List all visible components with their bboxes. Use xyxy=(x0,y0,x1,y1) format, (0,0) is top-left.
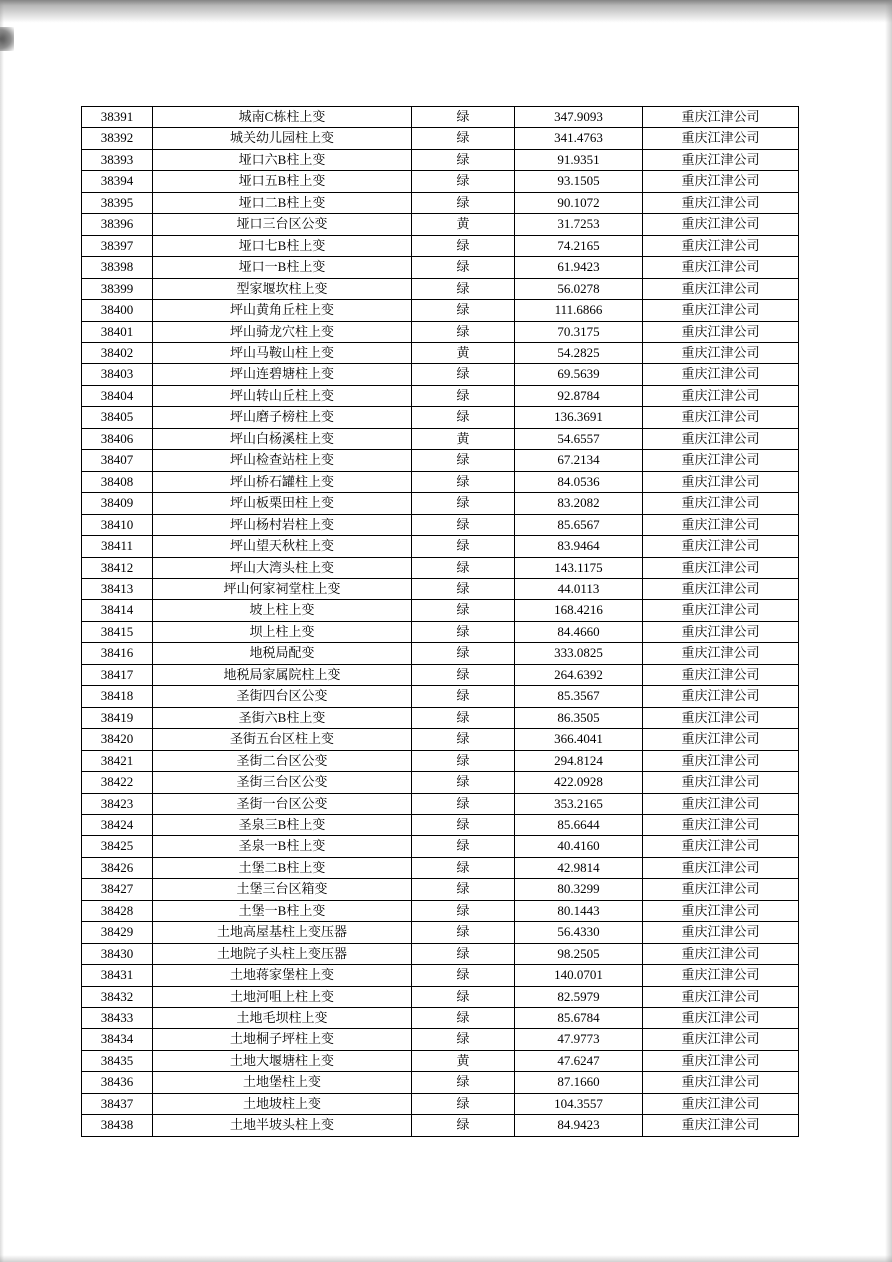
cell-name: 坪山白杨溪柱上变 xyxy=(153,428,412,449)
cell-value: 98.2505 xyxy=(515,943,643,964)
cell-id: 38423 xyxy=(82,793,153,814)
cell-id: 38436 xyxy=(82,1072,153,1093)
cell-value: 140.0701 xyxy=(515,965,643,986)
cell-company: 重庆江津公司 xyxy=(643,1115,799,1136)
table-row xyxy=(82,536,799,557)
cell-name: 土地河咀上柱上变 xyxy=(153,986,412,1007)
cell-company: 重庆江津公司 xyxy=(643,171,799,192)
table-row xyxy=(82,943,799,964)
scan-artifact-left-edge xyxy=(0,0,4,1262)
table-row xyxy=(82,428,799,449)
cell-name: 土地大堰塘柱上变 xyxy=(153,1050,412,1071)
cell-status: 黄 xyxy=(412,428,515,449)
cell-id: 38391 xyxy=(82,107,153,128)
table-row xyxy=(82,772,799,793)
cell-name: 城南C栋柱上变 xyxy=(153,107,412,128)
cell-status: 绿 xyxy=(412,900,515,921)
cell-id: 38392 xyxy=(82,128,153,149)
cell-value: 341.4763 xyxy=(515,128,643,149)
cell-status: 绿 xyxy=(412,686,515,707)
cell-status: 绿 xyxy=(412,943,515,964)
cell-value: 56.0278 xyxy=(515,278,643,299)
cell-value: 86.3505 xyxy=(515,707,643,728)
cell-status: 绿 xyxy=(412,493,515,514)
cell-id: 38429 xyxy=(82,922,153,943)
table-row xyxy=(82,1093,799,1114)
cell-id: 38433 xyxy=(82,1008,153,1029)
cell-status: 绿 xyxy=(412,1115,515,1136)
cell-company: 重庆江津公司 xyxy=(643,793,799,814)
cell-value: 136.3691 xyxy=(515,407,643,428)
cell-company: 重庆江津公司 xyxy=(643,514,799,535)
cell-company: 重庆江津公司 xyxy=(643,1093,799,1114)
cell-value: 84.0536 xyxy=(515,471,643,492)
cell-company: 重庆江津公司 xyxy=(643,385,799,406)
cell-company: 重庆江津公司 xyxy=(643,922,799,943)
cell-status: 绿 xyxy=(412,879,515,900)
cell-company: 重庆江津公司 xyxy=(643,750,799,771)
cell-value: 83.9464 xyxy=(515,536,643,557)
cell-status: 绿 xyxy=(412,300,515,321)
cell-company: 重庆江津公司 xyxy=(643,686,799,707)
cell-status: 绿 xyxy=(412,471,515,492)
cell-company: 重庆江津公司 xyxy=(643,128,799,149)
cell-status: 绿 xyxy=(412,836,515,857)
cell-status: 绿 xyxy=(412,772,515,793)
cell-status: 绿 xyxy=(412,107,515,128)
table-row xyxy=(82,750,799,771)
cell-id: 38405 xyxy=(82,407,153,428)
cell-status: 绿 xyxy=(412,536,515,557)
cell-value: 42.9814 xyxy=(515,857,643,878)
cell-name: 坪山转山丘柱上变 xyxy=(153,385,412,406)
cell-id: 38427 xyxy=(82,879,153,900)
cell-value: 40.4160 xyxy=(515,836,643,857)
cell-status: 绿 xyxy=(412,235,515,256)
cell-name: 圣街六B柱上变 xyxy=(153,707,412,728)
table-row xyxy=(82,407,799,428)
cell-id: 38422 xyxy=(82,772,153,793)
cell-value: 84.9423 xyxy=(515,1115,643,1136)
table-row xyxy=(82,1008,799,1029)
cell-name: 土堡一B柱上变 xyxy=(153,900,412,921)
table-row xyxy=(82,471,799,492)
cell-name: 土地半坡头柱上变 xyxy=(153,1115,412,1136)
table-row xyxy=(82,814,799,835)
cell-status: 绿 xyxy=(412,257,515,278)
cell-company: 重庆江津公司 xyxy=(643,943,799,964)
cell-name: 土地高屋基柱上变压器 xyxy=(153,922,412,943)
cell-status: 绿 xyxy=(412,557,515,578)
cell-status: 绿 xyxy=(412,128,515,149)
cell-value: 92.8784 xyxy=(515,385,643,406)
table-row xyxy=(82,171,799,192)
cell-value: 85.6644 xyxy=(515,814,643,835)
cell-id: 38434 xyxy=(82,1029,153,1050)
cell-value: 168.4216 xyxy=(515,600,643,621)
cell-status: 绿 xyxy=(412,750,515,771)
cell-id: 38403 xyxy=(82,364,153,385)
cell-id: 38395 xyxy=(82,192,153,213)
cell-status: 绿 xyxy=(412,793,515,814)
cell-name: 圣泉三B柱上变 xyxy=(153,814,412,835)
cell-company: 重庆江津公司 xyxy=(643,621,799,642)
table-row xyxy=(82,235,799,256)
cell-status: 绿 xyxy=(412,1008,515,1029)
cell-id: 38416 xyxy=(82,643,153,664)
cell-value: 61.9423 xyxy=(515,257,643,278)
cell-value: 347.9093 xyxy=(515,107,643,128)
cell-company: 重庆江津公司 xyxy=(643,707,799,728)
cell-id: 38421 xyxy=(82,750,153,771)
cell-value: 85.6784 xyxy=(515,1008,643,1029)
table-row xyxy=(82,557,799,578)
data-table xyxy=(81,106,799,1137)
cell-name: 坪山骑龙穴柱上变 xyxy=(153,321,412,342)
cell-id: 38432 xyxy=(82,986,153,1007)
cell-company: 重庆江津公司 xyxy=(643,407,799,428)
cell-id: 38411 xyxy=(82,536,153,557)
table-row xyxy=(82,621,799,642)
scan-artifact-top-edge xyxy=(0,0,892,26)
cell-value: 111.6866 xyxy=(515,300,643,321)
cell-id: 38435 xyxy=(82,1050,153,1071)
cell-name: 坝上柱上变 xyxy=(153,621,412,642)
table-row xyxy=(82,493,799,514)
cell-value: 47.6247 xyxy=(515,1050,643,1071)
table-row xyxy=(82,1072,799,1093)
cell-id: 38431 xyxy=(82,965,153,986)
cell-status: 绿 xyxy=(412,1093,515,1114)
cell-name: 圣街二台区公变 xyxy=(153,750,412,771)
cell-name: 土地桐子坪柱上变 xyxy=(153,1029,412,1050)
cell-company: 重庆江津公司 xyxy=(643,664,799,685)
scan-artifact-left-corner-mark xyxy=(0,27,14,51)
cell-name: 垭口三台区公变 xyxy=(153,214,412,235)
cell-company: 重庆江津公司 xyxy=(643,471,799,492)
table-row xyxy=(82,686,799,707)
cell-company: 重庆江津公司 xyxy=(643,214,799,235)
cell-id: 38425 xyxy=(82,836,153,857)
table-row xyxy=(82,214,799,235)
cell-name: 坪山望天秋柱上变 xyxy=(153,536,412,557)
cell-value: 80.3299 xyxy=(515,879,643,900)
cell-value: 54.6557 xyxy=(515,428,643,449)
cell-name: 垭口二B柱上变 xyxy=(153,192,412,213)
cell-company: 重庆江津公司 xyxy=(643,900,799,921)
cell-id: 38413 xyxy=(82,578,153,599)
cell-value: 47.9773 xyxy=(515,1029,643,1050)
cell-id: 38428 xyxy=(82,900,153,921)
cell-value: 85.6567 xyxy=(515,514,643,535)
cell-value: 74.2165 xyxy=(515,235,643,256)
cell-status: 绿 xyxy=(412,407,515,428)
table-row xyxy=(82,836,799,857)
cell-status: 绿 xyxy=(412,600,515,621)
cell-name: 圣街三台区公变 xyxy=(153,772,412,793)
cell-company: 重庆江津公司 xyxy=(643,879,799,900)
cell-name: 坪山马鞍山柱上变 xyxy=(153,342,412,363)
cell-id: 38394 xyxy=(82,171,153,192)
cell-id: 38419 xyxy=(82,707,153,728)
cell-company: 重庆江津公司 xyxy=(643,729,799,750)
table-row xyxy=(82,643,799,664)
table-row xyxy=(82,729,799,750)
cell-value: 82.5979 xyxy=(515,986,643,1007)
cell-status: 绿 xyxy=(412,643,515,664)
table-row xyxy=(82,879,799,900)
cell-value: 90.1072 xyxy=(515,192,643,213)
cell-status: 绿 xyxy=(412,192,515,213)
cell-status: 绿 xyxy=(412,729,515,750)
cell-company: 重庆江津公司 xyxy=(643,814,799,835)
table-row xyxy=(82,342,799,363)
cell-company: 重庆江津公司 xyxy=(643,428,799,449)
cell-id: 38396 xyxy=(82,214,153,235)
cell-id: 38401 xyxy=(82,321,153,342)
cell-value: 44.0113 xyxy=(515,578,643,599)
cell-name: 地税局配变 xyxy=(153,643,412,664)
cell-name: 坪山黄角丘柱上变 xyxy=(153,300,412,321)
cell-name: 土堡二B柱上变 xyxy=(153,857,412,878)
cell-name: 坪山板栗田柱上变 xyxy=(153,493,412,514)
cell-status: 绿 xyxy=(412,621,515,642)
cell-name: 垭口七B柱上变 xyxy=(153,235,412,256)
cell-company: 重庆江津公司 xyxy=(643,300,799,321)
cell-status: 绿 xyxy=(412,707,515,728)
cell-value: 56.4330 xyxy=(515,922,643,943)
cell-name: 坡上柱上变 xyxy=(153,600,412,621)
cell-id: 38438 xyxy=(82,1115,153,1136)
table-row xyxy=(82,922,799,943)
cell-status: 绿 xyxy=(412,578,515,599)
cell-status: 绿 xyxy=(412,1072,515,1093)
cell-id: 38414 xyxy=(82,600,153,621)
cell-name: 圣街一台区公变 xyxy=(153,793,412,814)
cell-name: 坪山大湾头柱上变 xyxy=(153,557,412,578)
cell-id: 38437 xyxy=(82,1093,153,1114)
table-row xyxy=(82,149,799,170)
cell-name: 圣泉一B柱上变 xyxy=(153,836,412,857)
cell-name: 土地毛坝柱上变 xyxy=(153,1008,412,1029)
cell-value: 93.1505 xyxy=(515,171,643,192)
cell-id: 38418 xyxy=(82,686,153,707)
cell-company: 重庆江津公司 xyxy=(643,493,799,514)
cell-name: 坪山桥石罐柱上变 xyxy=(153,471,412,492)
table-row xyxy=(82,257,799,278)
cell-id: 38430 xyxy=(82,943,153,964)
cell-value: 333.0825 xyxy=(515,643,643,664)
cell-status: 绿 xyxy=(412,278,515,299)
cell-status: 绿 xyxy=(412,664,515,685)
cell-id: 38406 xyxy=(82,428,153,449)
cell-name: 型家堰坎柱上变 xyxy=(153,278,412,299)
table-row xyxy=(82,321,799,342)
table-row xyxy=(82,578,799,599)
table-row xyxy=(82,278,799,299)
cell-value: 91.9351 xyxy=(515,149,643,170)
table-row xyxy=(82,986,799,1007)
cell-company: 重庆江津公司 xyxy=(643,1072,799,1093)
scan-artifact-right-edge xyxy=(885,0,892,1262)
cell-company: 重庆江津公司 xyxy=(643,450,799,471)
cell-name: 圣街四台区公变 xyxy=(153,686,412,707)
cell-value: 87.1660 xyxy=(515,1072,643,1093)
table-row xyxy=(82,600,799,621)
cell-company: 重庆江津公司 xyxy=(643,578,799,599)
cell-name: 坪山连碧塘柱上变 xyxy=(153,364,412,385)
cell-name: 城关幼儿园柱上变 xyxy=(153,128,412,149)
cell-company: 重庆江津公司 xyxy=(643,536,799,557)
cell-name: 土地蒋家堡柱上变 xyxy=(153,965,412,986)
cell-company: 重庆江津公司 xyxy=(643,342,799,363)
cell-company: 重庆江津公司 xyxy=(643,600,799,621)
cell-value: 54.2825 xyxy=(515,342,643,363)
cell-value: 67.2134 xyxy=(515,450,643,471)
cell-status: 黄 xyxy=(412,342,515,363)
cell-id: 38408 xyxy=(82,471,153,492)
cell-value: 84.4660 xyxy=(515,621,643,642)
cell-name: 土地坡柱上变 xyxy=(153,1093,412,1114)
cell-company: 重庆江津公司 xyxy=(643,1008,799,1029)
cell-company: 重庆江津公司 xyxy=(643,772,799,793)
table-row xyxy=(82,1050,799,1071)
cell-id: 38412 xyxy=(82,557,153,578)
table-row xyxy=(82,514,799,535)
cell-id: 38420 xyxy=(82,729,153,750)
cell-name: 土地堡柱上变 xyxy=(153,1072,412,1093)
cell-company: 重庆江津公司 xyxy=(643,278,799,299)
cell-status: 绿 xyxy=(412,514,515,535)
cell-id: 38417 xyxy=(82,664,153,685)
cell-name: 土堡三台区箱变 xyxy=(153,879,412,900)
table-row xyxy=(82,300,799,321)
cell-name: 坪山检查站柱上变 xyxy=(153,450,412,471)
table-row xyxy=(82,385,799,406)
cell-name: 圣街五台区柱上变 xyxy=(153,729,412,750)
cell-status: 绿 xyxy=(412,171,515,192)
cell-status: 绿 xyxy=(412,857,515,878)
cell-name: 地税局家属院柱上变 xyxy=(153,664,412,685)
table-row xyxy=(82,107,799,128)
table-row xyxy=(82,364,799,385)
cell-company: 重庆江津公司 xyxy=(643,857,799,878)
cell-status: 绿 xyxy=(412,364,515,385)
cell-id: 38397 xyxy=(82,235,153,256)
cell-status: 黄 xyxy=(412,1050,515,1071)
table-row xyxy=(82,793,799,814)
table-row xyxy=(82,1029,799,1050)
cell-value: 69.5639 xyxy=(515,364,643,385)
table-row xyxy=(82,664,799,685)
cell-name: 垭口六B柱上变 xyxy=(153,149,412,170)
cell-value: 143.1175 xyxy=(515,557,643,578)
table-row xyxy=(82,1115,799,1136)
cell-id: 38415 xyxy=(82,621,153,642)
table-body xyxy=(82,107,799,1137)
cell-id: 38402 xyxy=(82,342,153,363)
cell-status: 绿 xyxy=(412,965,515,986)
table-row xyxy=(82,900,799,921)
cell-status: 绿 xyxy=(412,1029,515,1050)
table-row xyxy=(82,450,799,471)
cell-id: 38400 xyxy=(82,300,153,321)
cell-company: 重庆江津公司 xyxy=(643,986,799,1007)
table-row xyxy=(82,965,799,986)
cell-company: 重庆江津公司 xyxy=(643,1029,799,1050)
cell-status: 黄 xyxy=(412,214,515,235)
cell-status: 绿 xyxy=(412,385,515,406)
cell-id: 38393 xyxy=(82,149,153,170)
cell-value: 31.7253 xyxy=(515,214,643,235)
cell-company: 重庆江津公司 xyxy=(643,1050,799,1071)
cell-value: 422.0928 xyxy=(515,772,643,793)
cell-company: 重庆江津公司 xyxy=(643,257,799,278)
cell-company: 重庆江津公司 xyxy=(643,557,799,578)
cell-value: 264.6392 xyxy=(515,664,643,685)
cell-value: 70.3175 xyxy=(515,321,643,342)
cell-company: 重庆江津公司 xyxy=(643,836,799,857)
cell-id: 38399 xyxy=(82,278,153,299)
cell-name: 坪山磨子榜柱上变 xyxy=(153,407,412,428)
cell-status: 绿 xyxy=(412,321,515,342)
table-row xyxy=(82,128,799,149)
cell-status: 绿 xyxy=(412,986,515,1007)
cell-name: 垭口一B柱上变 xyxy=(153,257,412,278)
cell-value: 85.3567 xyxy=(515,686,643,707)
cell-value: 83.2082 xyxy=(515,493,643,514)
cell-name: 垭口五B柱上变 xyxy=(153,171,412,192)
table-row xyxy=(82,192,799,213)
scan-artifact-bottom-edge xyxy=(0,1255,892,1262)
cell-company: 重庆江津公司 xyxy=(643,107,799,128)
cell-company: 重庆江津公司 xyxy=(643,965,799,986)
cell-name: 土地院子头柱上变压器 xyxy=(153,943,412,964)
cell-value: 366.4041 xyxy=(515,729,643,750)
cell-status: 绿 xyxy=(412,814,515,835)
cell-id: 38407 xyxy=(82,450,153,471)
cell-status: 绿 xyxy=(412,922,515,943)
cell-id: 38409 xyxy=(82,493,153,514)
cell-name: 坪山何家祠堂柱上变 xyxy=(153,578,412,599)
cell-value: 353.2165 xyxy=(515,793,643,814)
cell-id: 38410 xyxy=(82,514,153,535)
cell-status: 绿 xyxy=(412,450,515,471)
cell-id: 38426 xyxy=(82,857,153,878)
cell-name: 坪山杨村岩柱上变 xyxy=(153,514,412,535)
cell-company: 重庆江津公司 xyxy=(643,643,799,664)
cell-id: 38404 xyxy=(82,385,153,406)
cell-id: 38424 xyxy=(82,814,153,835)
cell-company: 重庆江津公司 xyxy=(643,149,799,170)
table-row xyxy=(82,857,799,878)
cell-company: 重庆江津公司 xyxy=(643,364,799,385)
table-row xyxy=(82,707,799,728)
cell-company: 重庆江津公司 xyxy=(643,321,799,342)
cell-company: 重庆江津公司 xyxy=(643,235,799,256)
cell-value: 80.1443 xyxy=(515,900,643,921)
cell-status: 绿 xyxy=(412,149,515,170)
cell-company: 重庆江津公司 xyxy=(643,192,799,213)
cell-value: 104.3557 xyxy=(515,1093,643,1114)
cell-value: 294.8124 xyxy=(515,750,643,771)
cell-id: 38398 xyxy=(82,257,153,278)
